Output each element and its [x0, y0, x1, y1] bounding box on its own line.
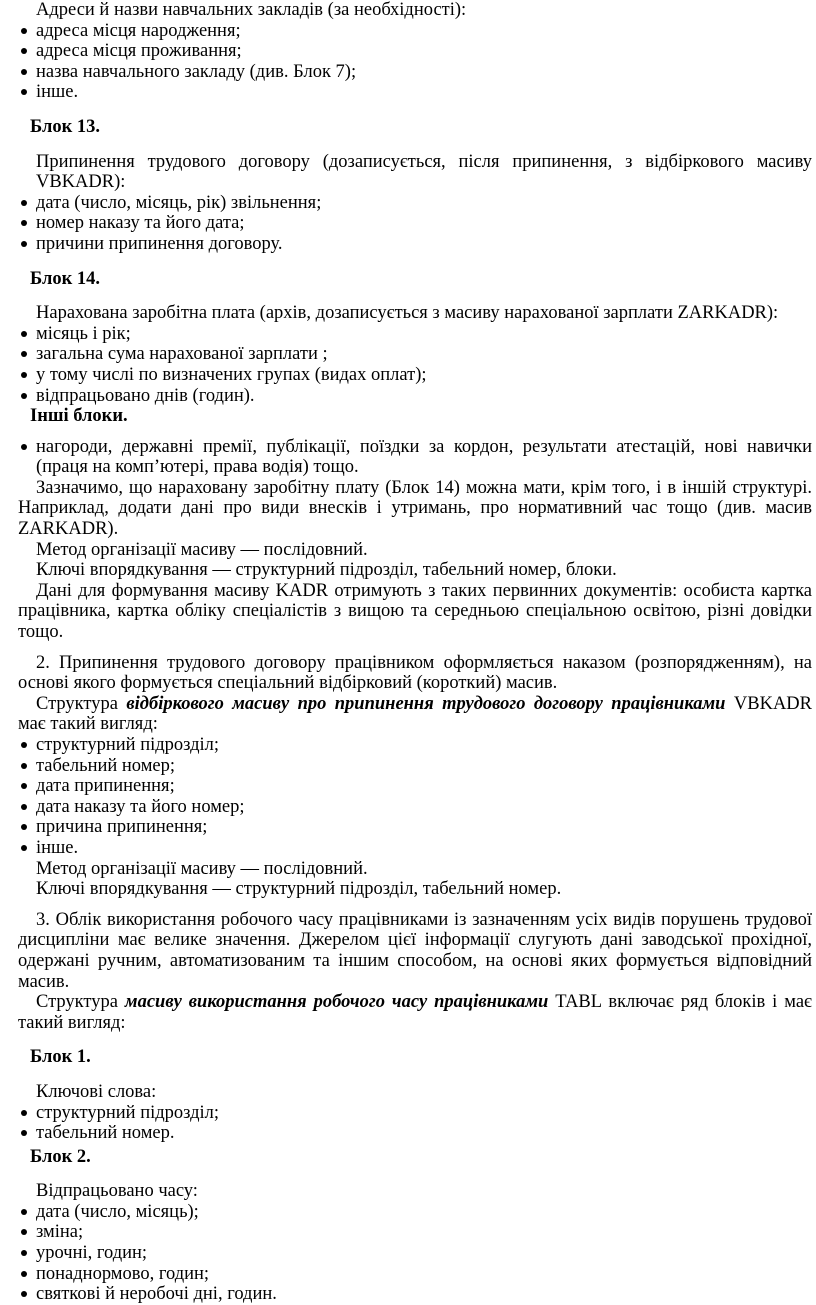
struct3-suffix: TABL включає ряд блоків і має такий вигляд:	[18, 992, 812, 1033]
tabl-block1-intro: Ключові слова:	[36, 1081, 157, 1102]
note-paragraph: Зазначимо, що нараховану заробітну плату (Блок 14) можна мати, крім того, і в іншій структурі. Наприклад, додати дані про види внесків і утримань, про нормативний час тощо (див. масив ZARKADR).	[18, 477, 812, 540]
addresses-list	[18, 21, 812, 103]
list-item: понаднормово, годин;	[18, 1264, 812, 1285]
list-item: інше.	[18, 838, 812, 859]
list-item: інше.	[18, 82, 812, 103]
list-item: структурний підрозділ;	[18, 735, 812, 756]
list-item: структурний підрозділ;	[18, 1103, 812, 1124]
list-item: святкові й неробочі дні, годин.	[18, 1284, 812, 1305]
tabl-block1-heading: Блок 1.	[30, 1047, 91, 1068]
tabl-block1-list	[18, 1103, 812, 1144]
sources-paragraph: Дані для формування масиву KADR отримують з таких первинних документів: особиста картка працівника, картка обліку спеціалістів з вищою та середньою спеціальною освітою, різні довідки тощо.	[18, 580, 812, 643]
struct3-paragraph	[18, 992, 812, 1033]
block14-intro: Нарахована заробітна плата (архів, дозаписується з масиву нарахованої зарплати ZARKADR):	[36, 303, 779, 324]
list-item: відпрацьовано днів (годин).	[18, 386, 812, 407]
block14-list	[18, 324, 812, 406]
list-item: дата (число, місяць);	[18, 1202, 812, 1223]
struct2-prefix: Структура	[36, 693, 127, 714]
method-line-1: Метод організації масиву — послідовний.	[36, 539, 368, 560]
list-item: зміна;	[18, 1222, 812, 1243]
document-page	[18, 0, 812, 1305]
struct2-paragraph	[18, 694, 812, 735]
tabl-block2-intro: Відпрацьовано часу:	[36, 1181, 198, 1202]
struct2-suffix: VBKADR має такий вигляд:	[18, 693, 812, 735]
list-item: номер наказу та його дата;	[18, 213, 812, 234]
struct2-list	[18, 735, 812, 859]
addresses-intro: Адреси й назви навчальних закладів (за необхідності):	[36, 0, 467, 20]
tabl-block2-heading: Блок 2.	[30, 1146, 91, 1167]
list-item: назва навчального закладу (див. Блок 7);	[18, 62, 812, 83]
list-item: нагороди, державні премії, публікації, поїздки за кордон, результати атестацій, нові навички (праця на комп’ютері, права водія) тощо.	[18, 437, 812, 478]
struct2-emphasis: відбіркового масиву про припинення трудового договору працівниками	[126, 693, 726, 714]
list-item: у тому числі по визначених групах (видах оплат);	[18, 365, 812, 386]
list-item: причини припинення договору.	[18, 234, 812, 255]
list-item: табельний номер.	[18, 1123, 812, 1144]
method-line-2: Метод організації масиву — послідовний.	[36, 858, 368, 879]
tabl-block2-list	[18, 1202, 812, 1305]
list-item: дата (число, місяць, рік) звільнення;	[18, 193, 812, 214]
section3-paragraph: 3. Облік використання робочого часу працівниками із зазначенням усіх видів порушень трудової дисципліни має велике значення. Джерелом цієї інформації слугують дані заводської прохідної, одержані ручним, автоматизованим та іншим способом, на основі яких формується відповідний масив.	[18, 909, 812, 992]
struct3-emphasis: масиву використання робочого часу працівниками	[124, 992, 549, 1013]
struct3-prefix: Структура	[36, 992, 125, 1013]
block13-intro: Припинення трудового договору (дозаписується, після припинення, з відбіркового масиву VBKADR):	[36, 151, 812, 193]
list-item: адреса місця проживання;	[18, 41, 812, 62]
list-item: причина припинення;	[18, 817, 812, 838]
keys-line-2: Ключі впорядкування — структурний підрозділ, табельний номер.	[36, 879, 562, 900]
keys-line-1: Ключі впорядкування — структурний підрозділ, табельний номер, блоки.	[36, 560, 617, 581]
list-item: дата наказу та його номер;	[18, 797, 812, 818]
block13-heading: Блок 13.	[30, 116, 101, 137]
list-item: місяць і рік;	[18, 324, 812, 345]
other-blocks-list	[18, 437, 812, 478]
list-item: табельний номер;	[18, 756, 812, 777]
other-blocks-heading: Інші блоки.	[30, 406, 128, 427]
list-item: загальна сума нарахованої зарплати ;	[18, 344, 812, 365]
section2-paragraph: 2. Припинення трудового договору працівником оформляється наказом (розпорядженням), на основі якого формується спеціальний відбірковий (короткий) масив.	[18, 652, 812, 694]
block13-list	[18, 193, 812, 255]
list-item: урочні, годин;	[18, 1243, 812, 1264]
block14-heading: Блок 14.	[30, 268, 101, 289]
list-item: дата припинення;	[18, 776, 812, 797]
list-item: адреса місця народження;	[18, 21, 812, 42]
